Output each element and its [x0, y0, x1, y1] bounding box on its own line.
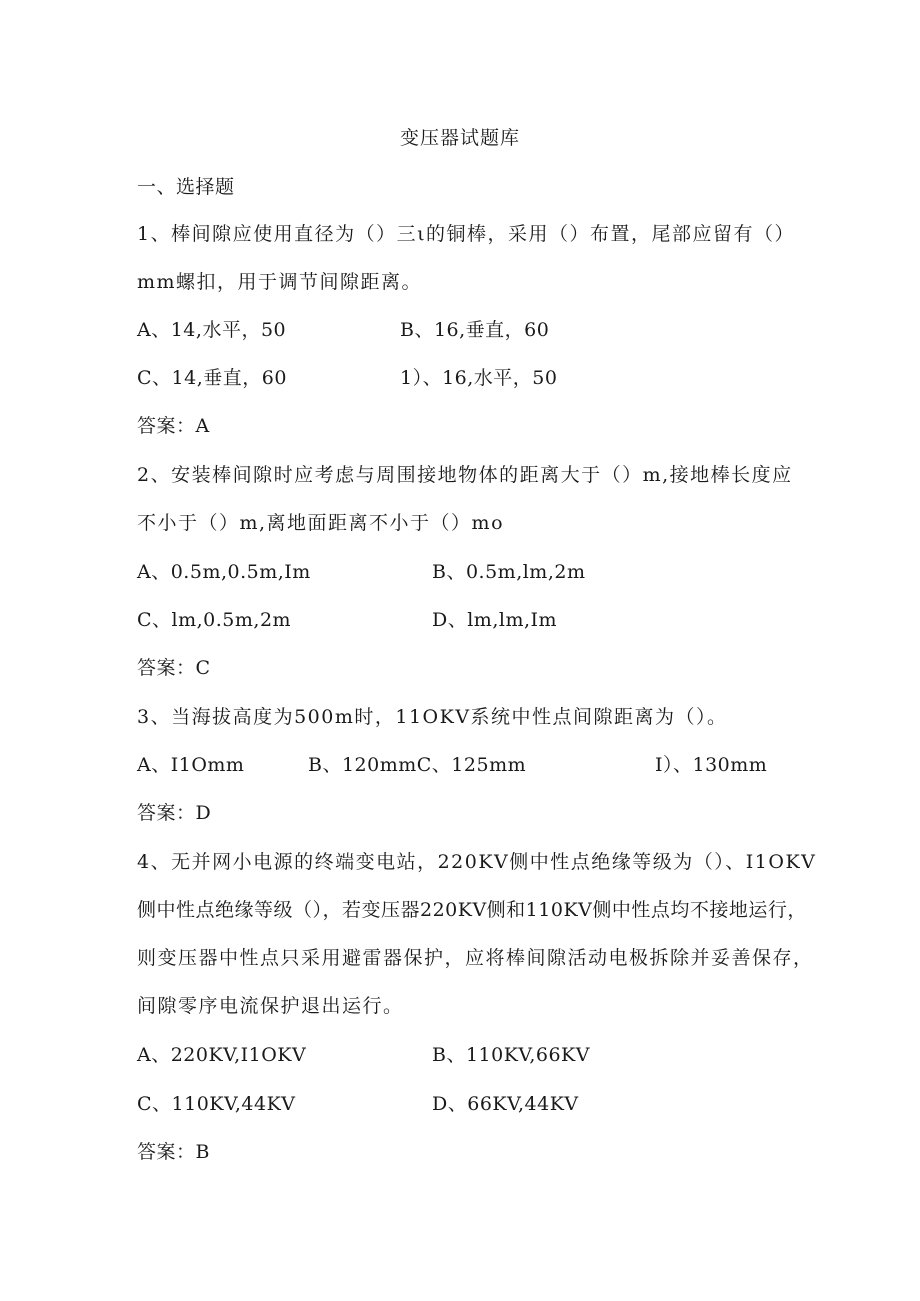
section-heading: 一、选择题: [137, 176, 235, 198]
question-3-option-a: A、I1Omm: [137, 754, 245, 776]
question-3-option-b: B、120mmC、125mm: [308, 754, 527, 776]
document-title: 变压器试题库: [399, 127, 520, 149]
question-1-answer: 答案：A: [137, 415, 210, 437]
question-2-line-1: 2、安装棒间隙时应考虑与周围接地物体的距离大于（）m,接地棒长度应: [137, 464, 793, 486]
question-2-option-d: D、lm,lm,Im: [432, 609, 558, 631]
question-4-line-4: 间隙零序电流保护退出运行。: [137, 995, 404, 1017]
question-1-option-a: A、14,水平，50: [137, 319, 287, 341]
question-2-line-2: 不小于（）m,离地面距离不小于（）mo: [137, 512, 505, 534]
question-4-option-d: D、66KV,44KV: [432, 1093, 579, 1115]
question-4-option-c: C、110KV,44KV: [137, 1093, 296, 1115]
question-3-option-d: I）、130mm: [655, 754, 768, 776]
question-3-line-1: 3、当海拔高度为500m时，11OKV系统中性点间隙距离为（）。: [137, 706, 728, 728]
question-1-option-b: B、16,垂直，60: [400, 319, 550, 341]
question-2-option-a: A、0.5m,0.5m,Im: [137, 561, 311, 583]
question-4-line-2: 侧中性点绝缘等级（），若变压器220KV侧和110KV侧中性点均不接地运行，: [137, 899, 807, 921]
question-2-option-c: C、lm,0.5m,2m: [137, 609, 292, 631]
question-1-option-d: 1）、16,水平，50: [400, 367, 558, 389]
question-3-answer: 答案：D: [137, 802, 212, 824]
question-1-option-c: C、14,垂直，60: [137, 367, 287, 389]
question-4-option-b: B、110KV,66KV: [432, 1044, 590, 1066]
question-1-line-2: mm螺扣，用于调节间隙距离。: [137, 271, 423, 293]
question-4-option-a: A、220KV,I1OKV: [137, 1044, 307, 1066]
question-4-line-1: 4、无并网小电源的终端变电站，220KV侧中性点绝缘等级为（）、I1OKV: [137, 851, 817, 873]
question-1-line-1: 1、棒间隙应使用直径为（）三ι的铜棒，采用（）布置，尾部应留有（）: [137, 223, 796, 245]
question-2-option-b: B、0.5m,lm,2m: [432, 561, 586, 583]
question-4-answer: 答案：B: [137, 1141, 210, 1163]
question-4-line-3: 则变压器中性点只采用避雷器保护，应将棒间隙活动电极拆除并妥善保存，: [137, 947, 814, 969]
question-2-answer: 答案：C: [137, 657, 211, 679]
